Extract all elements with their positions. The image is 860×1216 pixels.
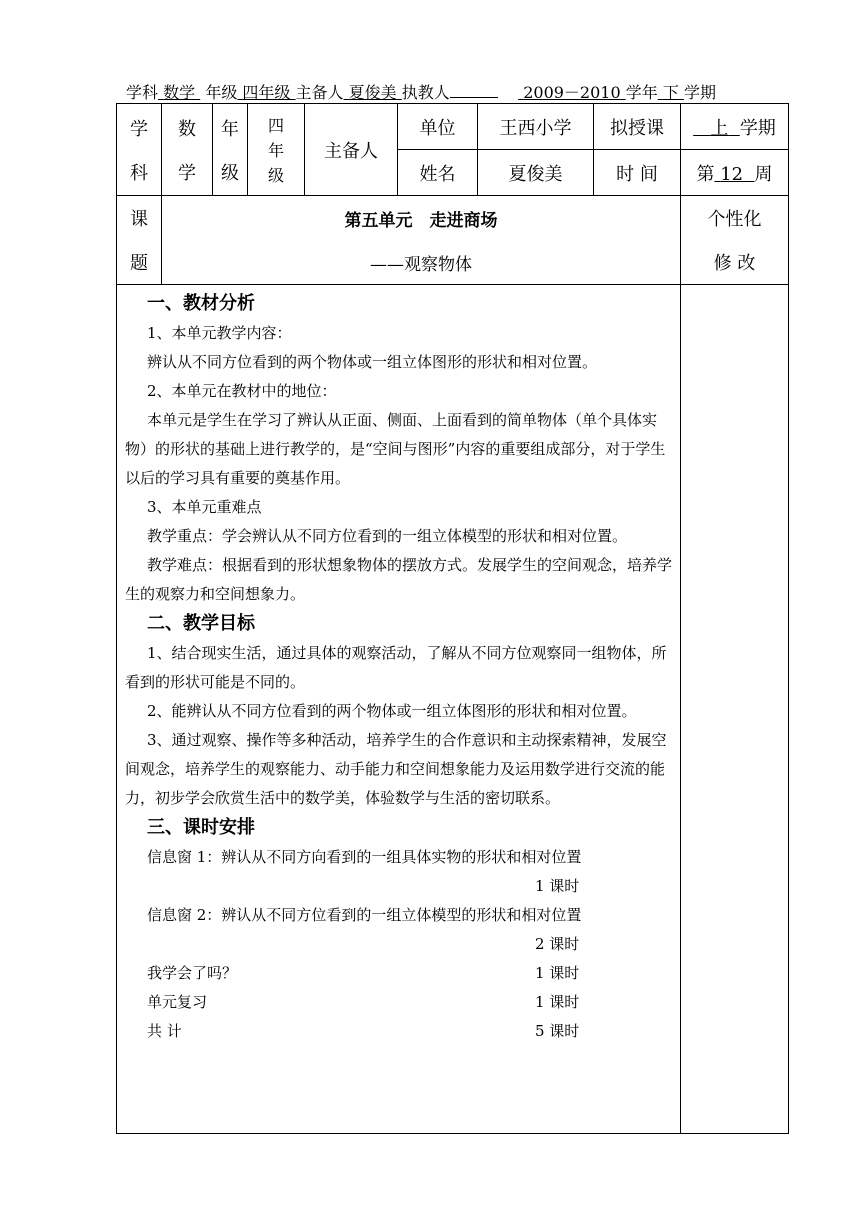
schedule-item-3: 我学会了吗？ 1 课时 [147, 964, 580, 982]
subject-value: 数学 [163, 83, 196, 102]
preparer-value: 夏俊美 [348, 83, 397, 102]
schedule-item-2-hours: 2 课时 [535, 935, 580, 953]
s1-item-3: 3、本单元重难点 [147, 498, 262, 516]
preparer-label-cell: 主备人 [305, 104, 398, 196]
week-cell: 第 12 周 [681, 150, 789, 196]
subject-label-cell: 学 科 [117, 104, 162, 196]
s2-goal-3: 3、通过观察、操作等多种活动，培养学生的合作意识和主动探索精神，发展空间观念，培养学生的观察能力、动手能力和空间想象能力及运用数学进行交流的能力，初步学会欣赏生活中的数学美，体验数学与生活的密切联系。 [125, 731, 667, 807]
personal-label-cell: 个性化 修 改 [681, 196, 789, 285]
s1-item-1-text: 辨认从不同方位看到的两个物体或一组立体图形的形状和相对位置。 [147, 353, 598, 371]
teacher-blank [450, 83, 498, 98]
content-cell [117, 285, 681, 1134]
s1-item-2-text: 本单元是学生在学习了辨认从正面、侧面、上面看到的简单物体（单个具体实物）的形状的基础上进行教学的，是“空间与图形”内容的重要组成部分，对于学生以后的学习具有重要的奠基作用。 [125, 411, 666, 487]
s2-goal-2: 2、能辨认从不同方位看到的两个物体或一组立体图形的形状和相对位置。 [147, 702, 637, 720]
topic-label-cell: 课 题 [117, 196, 162, 285]
year-label: 学年 [625, 83, 658, 102]
plan-label-cell-top: 拟授课 [594, 104, 681, 150]
grade-value: 四年级 [242, 83, 291, 102]
name-label-cell: 姓名 [398, 150, 478, 196]
s1-difficulty: 教学难点：根据看到的形状想象物体的摆放方式。发展学生的空间观念，培养学生的观察力和空间想象力。 [125, 556, 673, 603]
subject-value-cell: 数 学 [162, 104, 213, 196]
s1-item-1: 1、本单元教学内容： [147, 324, 292, 342]
schedule-item-4: 单元复习 1 课时 [147, 993, 580, 1011]
grade-label-cell: 年 级 [213, 104, 248, 196]
grade-label: 年级 [205, 83, 238, 102]
teacher-label: 执教人 [401, 83, 450, 102]
unit-label-cell: 单位 [398, 104, 478, 150]
section-2-title: 二、教学目标 [147, 613, 255, 634]
lesson-plan-table [116, 103, 789, 1134]
year-value: 2009－2010 [523, 83, 621, 102]
schedule-item-1: 信息窗 1：辨认从不同方向看到的一组具体实物的形状和相对位置 [147, 848, 582, 866]
document-header [126, 80, 786, 103]
personal-notes-cell [681, 285, 789, 1134]
name-value-cell: 夏俊美 [478, 150, 594, 196]
s1-key-point: 教学重点：学会辨认从不同方位看到的一组立体模型的形状和相对位置。 [147, 527, 628, 545]
term-value: 下 [662, 83, 679, 102]
subject-label: 学科 [126, 83, 159, 102]
plan-label-cell-bottom: 时 间 [594, 150, 681, 196]
topic-subtitle: ——观察物体 [370, 254, 472, 275]
schedule-item-1-hours: 1 课时 [535, 877, 580, 895]
s1-item-2: 2、本单元在教材中的地位： [147, 382, 337, 400]
term-label: 学期 [683, 83, 716, 102]
topic-title: 第五单元 走进商场 [344, 210, 498, 231]
topic-cell [162, 196, 681, 285]
grade-value-cell: 四 年 级 [248, 104, 305, 196]
s2-goal-1: 1、结合现实生活，通过具体的观察活动，了解从不同方位观察同一组物体，所看到的形状可能是不同的。 [125, 644, 667, 691]
term-cell: 上 学期 [681, 104, 789, 150]
section-3-title: 三、课时安排 [147, 817, 255, 838]
preparer-label: 主备人 [295, 83, 344, 102]
unit-value-cell: 王西小学 [478, 104, 594, 150]
schedule-total: 共 计 5 课时 [147, 1022, 580, 1040]
schedule-item-2: 信息窗 2：辨认从不同方位看到的一组立体模型的形状和相对位置 [147, 906, 582, 924]
section-1-title: 一、教材分析 [147, 293, 255, 314]
